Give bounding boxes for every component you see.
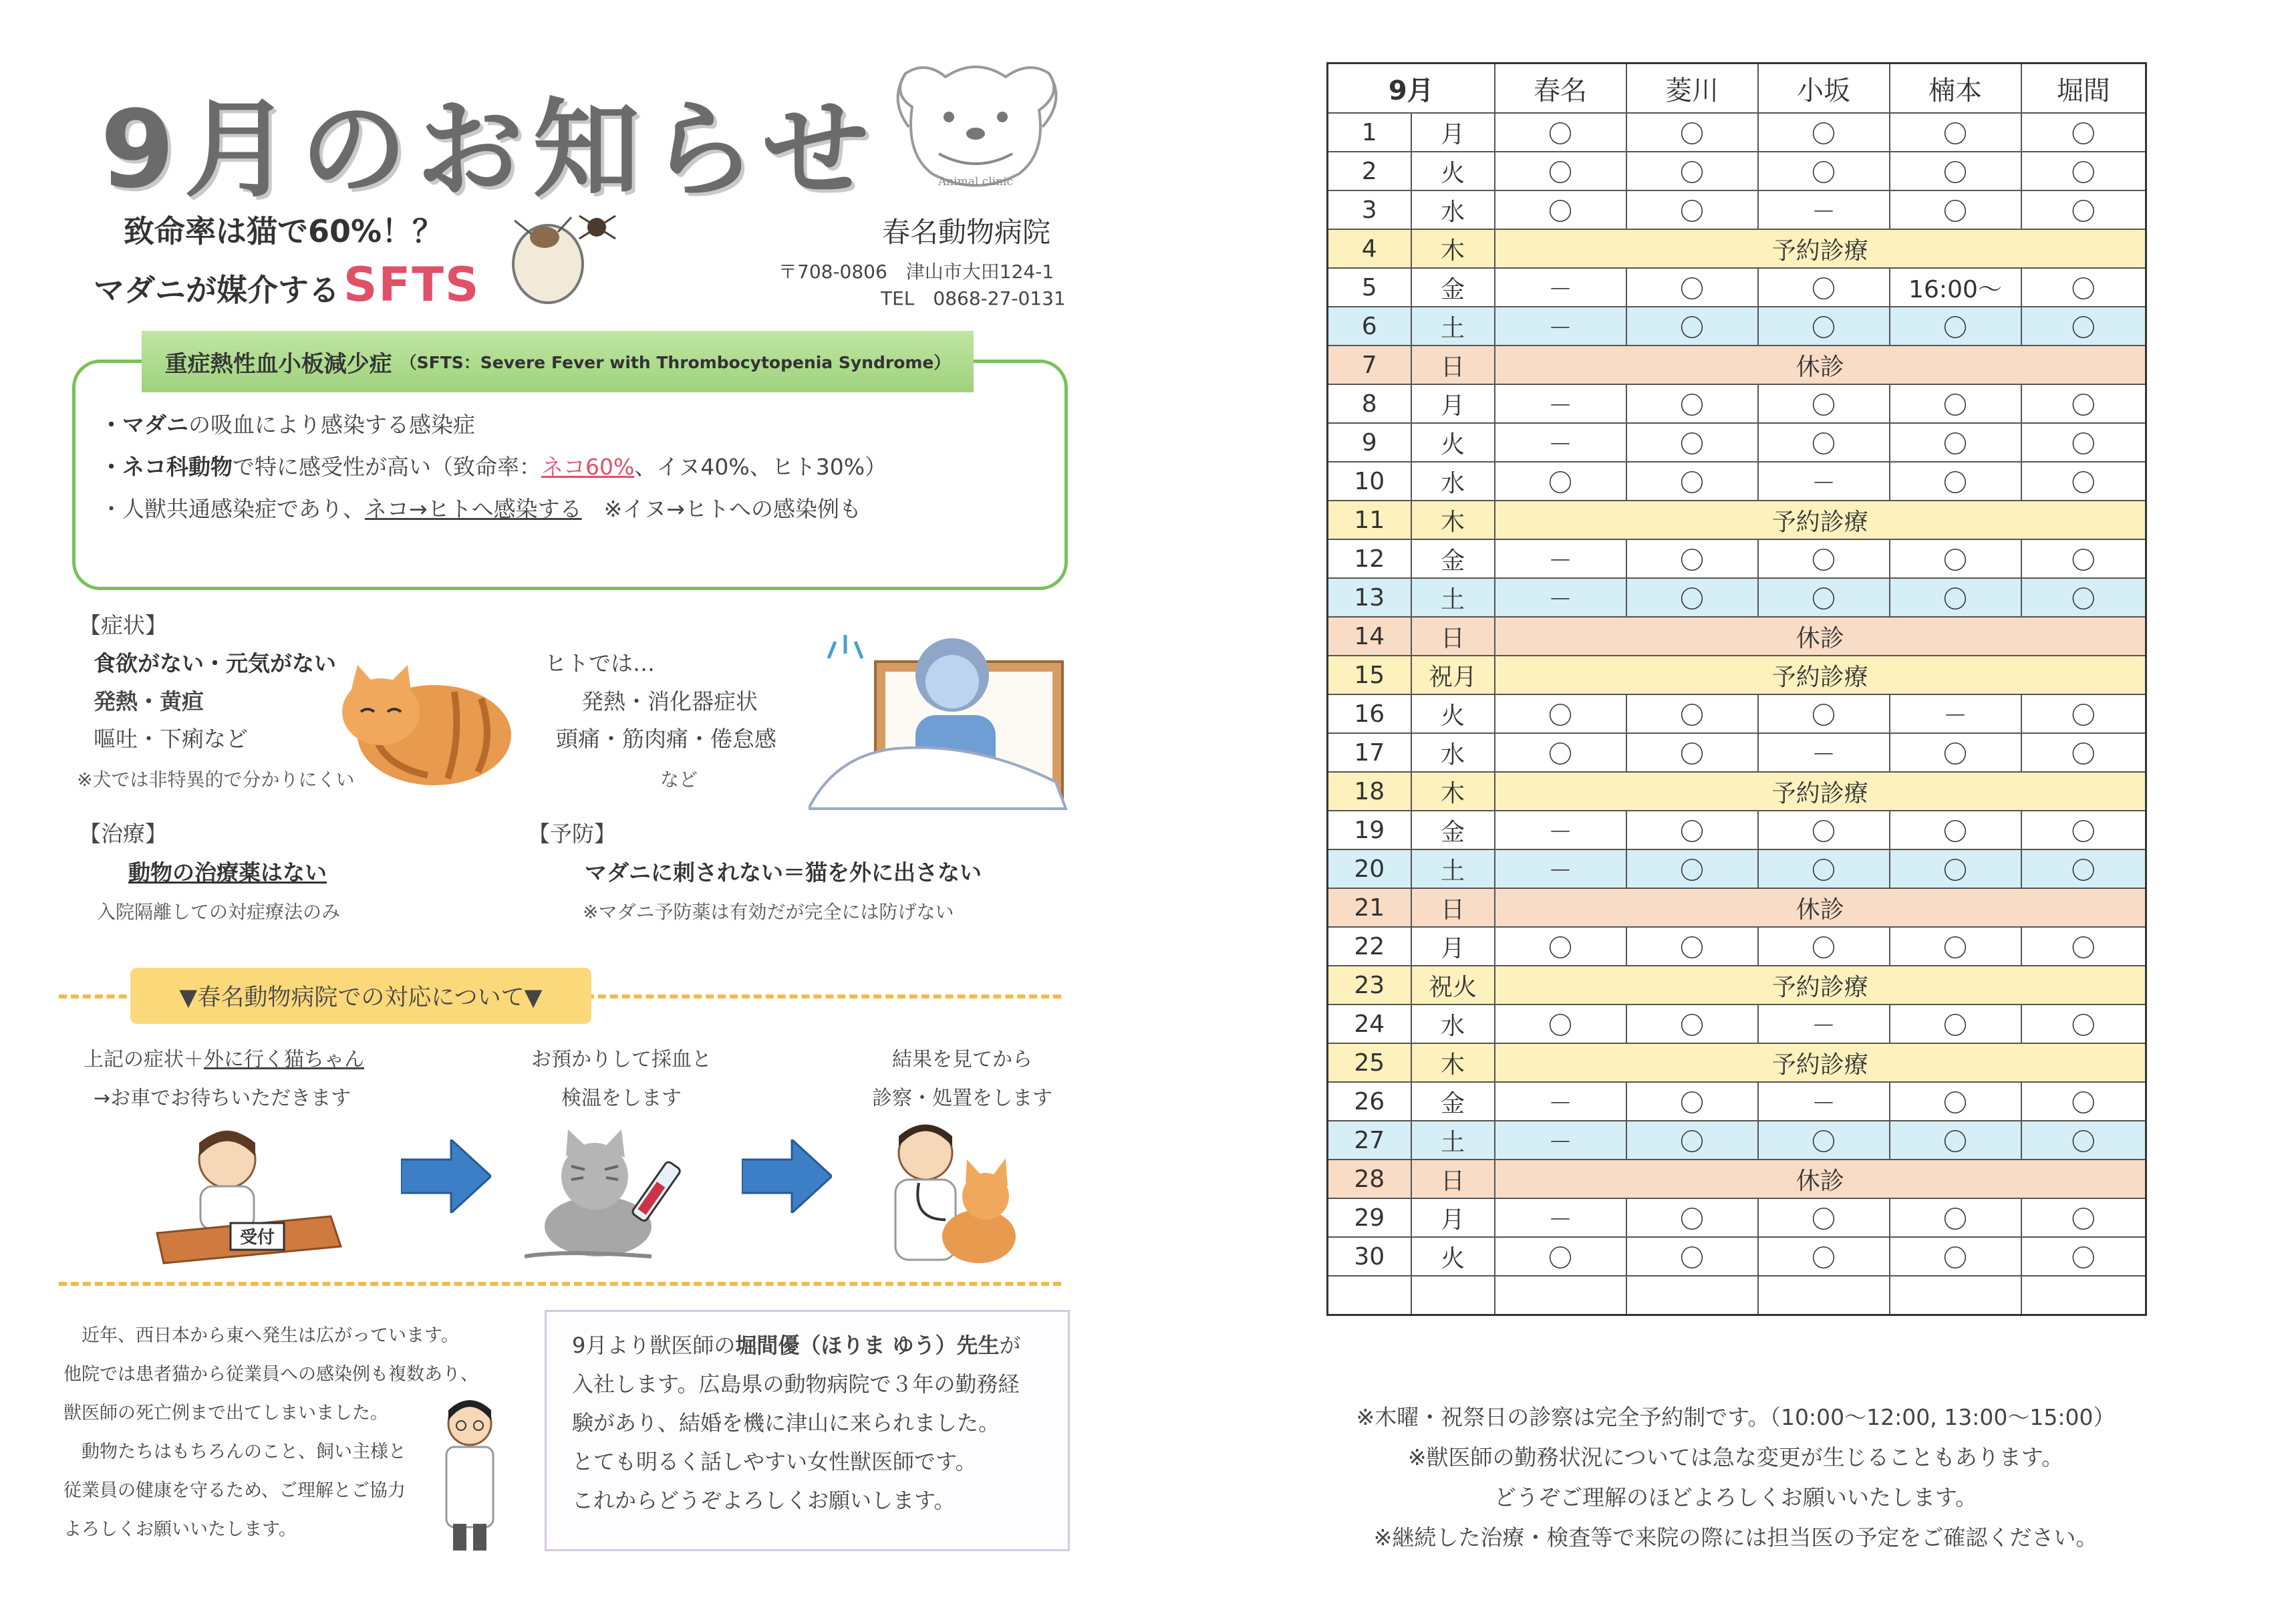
schedule-header-row bbox=[1328, 63, 2146, 114]
day-number: 17 bbox=[1328, 733, 1411, 772]
availability-cell: 〇 bbox=[1758, 811, 1890, 849]
availability-cell: 〇 bbox=[2021, 539, 2146, 578]
availability-cell: 〇 bbox=[1890, 1198, 2021, 1237]
schedule-row bbox=[1328, 656, 2146, 694]
human-line-1: 発熱・消化器症状 bbox=[581, 688, 758, 714]
availability-cell: 〇 bbox=[1890, 1237, 2021, 1276]
availability-cell: 〇 bbox=[1626, 927, 1758, 966]
new-vet-line-4: とても明るく話しやすい女性獣医師です。 bbox=[572, 1449, 977, 1474]
availability-cell: 〇 bbox=[2021, 462, 2146, 501]
closing-paragraph: 近年、西日本から東へ発生は広がっています。 他院では患者猫から従業員への感染例も複数あり、 獣医師の死亡例まで出てしまいました。 動物たちはもちろんのこと、飼い主様と 従業員の健康を守るため、ご理解とご協力 よろしくお願いいたします。 bbox=[63, 1325, 478, 1540]
weekday: 金 bbox=[1411, 268, 1495, 307]
day-number: 11 bbox=[1328, 501, 1411, 539]
closed-cell: 休診 bbox=[1495, 346, 2146, 384]
day-number: 15 bbox=[1328, 656, 1411, 694]
symptoms-label: 【症状】 bbox=[79, 612, 167, 638]
availability-cell: 〇 bbox=[1495, 1237, 1626, 1276]
day-number bbox=[1328, 1276, 1411, 1315]
human-intro: ヒトでは… bbox=[545, 650, 655, 676]
symptom-line-2: 発熱・黄疸 bbox=[94, 688, 204, 714]
availability-cell: 〇 bbox=[1758, 423, 1890, 462]
day-number: 29 bbox=[1328, 1198, 1411, 1237]
availability-cell: 〇 bbox=[1626, 694, 1758, 733]
availability-cell: 〇 bbox=[2021, 384, 2146, 423]
treatment-main: 動物の治療薬はない bbox=[128, 859, 327, 886]
weekday: 金 bbox=[1411, 811, 1495, 849]
schedule-note-2: ※獣医師の勤務状況については急な変更が生じることもあります。 bbox=[1407, 1444, 2064, 1470]
availability-cell: 〇 bbox=[1626, 578, 1758, 617]
new-vet-notice bbox=[545, 1310, 1070, 1551]
schedule-row bbox=[1328, 501, 2146, 539]
new-vet-line-2: 入社します。広島県の動物病院で３年の勤務経 bbox=[572, 1371, 1020, 1397]
availability-cell: － bbox=[1495, 539, 1626, 578]
day-number: 13 bbox=[1328, 578, 1411, 617]
weekday bbox=[1411, 1276, 1495, 1315]
availability-cell: 〇 bbox=[1758, 1237, 1890, 1276]
availability-cell: － bbox=[1495, 1121, 1626, 1160]
day-number: 26 bbox=[1328, 1082, 1411, 1121]
availability-cell: 〇 bbox=[2021, 1237, 2146, 1276]
availability-cell: － bbox=[1495, 307, 1626, 346]
prevention-sub: ※マダニ予防薬は有効だが完全には防げない bbox=[583, 901, 954, 923]
schedule-row bbox=[1328, 617, 2146, 656]
vet-column-kusumoto: 楠本 bbox=[1890, 63, 2021, 114]
weekday: 土 bbox=[1411, 1121, 1495, 1160]
availability-cell: 〇 bbox=[1758, 927, 1890, 966]
tick-icon bbox=[505, 197, 625, 311]
day-number: 6 bbox=[1328, 307, 1411, 346]
day-number: 2 bbox=[1328, 152, 1411, 190]
availability-cell: 〇 bbox=[1758, 694, 1890, 733]
arrow-right-icon bbox=[401, 1139, 491, 1213]
day-number: 7 bbox=[1328, 346, 1411, 384]
closed-cell: 休診 bbox=[1495, 617, 2146, 656]
availability-cell: 〇 bbox=[2021, 152, 2146, 190]
availability-cell bbox=[1890, 1276, 2021, 1315]
availability-cell: 〇 bbox=[2021, 268, 2146, 307]
availability-cell: 〇 bbox=[1626, 307, 1758, 346]
availability-cell: 〇 bbox=[2021, 113, 2146, 152]
disease-heading bbox=[142, 331, 974, 392]
availability-cell: 〇 bbox=[1758, 539, 1890, 578]
availability-cell: － bbox=[1495, 268, 1626, 307]
availability-cell: 〇 bbox=[1495, 190, 1626, 229]
weekday: 日 bbox=[1411, 617, 1495, 656]
schedule-row bbox=[1328, 578, 2146, 617]
availability-cell: 〇 bbox=[1495, 1004, 1626, 1043]
availability-cell: 〇 bbox=[1890, 849, 2021, 888]
availability-cell: － bbox=[1495, 811, 1626, 849]
availability-cell: － bbox=[1758, 190, 1890, 229]
availability-cell: 〇 bbox=[2021, 733, 2146, 772]
availability-cell: 〇 bbox=[2021, 811, 2146, 849]
schedule-row bbox=[1328, 888, 2146, 927]
response-heading: ▼春名動物病院での対応について▼ bbox=[130, 968, 591, 1024]
schedule-row bbox=[1328, 307, 2146, 346]
schedule-row bbox=[1328, 229, 2146, 268]
availability-cell: 〇 bbox=[1890, 578, 2021, 617]
availability-cell: 〇 bbox=[1758, 268, 1890, 307]
schedule-row bbox=[1328, 966, 2146, 1004]
weekday: 水 bbox=[1411, 462, 1495, 501]
schedule-row bbox=[1328, 1043, 2146, 1082]
weekday: 祝月 bbox=[1411, 656, 1495, 694]
vet-column-horima: 堀間 bbox=[2021, 63, 2146, 114]
disease-bullet-3: ・人獣共通感染症であり、ネコ→ヒトへ感染する ※イヌ→ヒトへの感染例も bbox=[100, 496, 861, 522]
divider-bottom bbox=[59, 1282, 1061, 1286]
reservation-only-cell: 予約診療 bbox=[1495, 229, 2146, 268]
weekday: 水 bbox=[1411, 733, 1495, 772]
step2-line2: 検温をします bbox=[561, 1087, 682, 1110]
weekday: 木 bbox=[1411, 772, 1495, 811]
doctor-icon bbox=[433, 1393, 507, 1554]
vet-examining-cat-icon bbox=[885, 1119, 1019, 1270]
weekday: 金 bbox=[1411, 1082, 1495, 1121]
day-number: 4 bbox=[1328, 229, 1411, 268]
availability-cell: 〇 bbox=[1495, 733, 1626, 772]
availability-cell: 〇 bbox=[2021, 1082, 2146, 1121]
day-number: 9 bbox=[1328, 423, 1411, 462]
schedule-row bbox=[1328, 539, 2146, 578]
step1-line1: 上記の症状＋外に行く猫ちゃん bbox=[84, 1048, 364, 1071]
clinic-tel: TEL 0868-27-0131 bbox=[881, 287, 1066, 309]
availability-cell: － bbox=[1758, 1004, 1890, 1043]
prevention-label: 【予防】 bbox=[528, 821, 616, 847]
headline-line2 bbox=[94, 257, 480, 312]
day-number: 14 bbox=[1328, 617, 1411, 656]
availability-cell: 〇 bbox=[1890, 423, 2021, 462]
schedule-row bbox=[1328, 694, 2146, 733]
availability-cell: 〇 bbox=[1626, 423, 1758, 462]
day-number: 20 bbox=[1328, 849, 1411, 888]
schedule-row bbox=[1328, 772, 2146, 811]
availability-cell: － bbox=[1495, 423, 1626, 462]
weekday: 月 bbox=[1411, 1198, 1495, 1237]
availability-cell: － bbox=[1495, 1082, 1626, 1121]
reservation-only-cell: 予約診療 bbox=[1495, 966, 2146, 1004]
availability-cell: － bbox=[1495, 1198, 1626, 1237]
reservation-only-cell: 予約診療 bbox=[1495, 501, 2146, 539]
step3-line2: 診察・処置をします bbox=[872, 1087, 1052, 1110]
reservation-only-cell: 予約診療 bbox=[1495, 772, 2146, 811]
weekday: 祝火 bbox=[1411, 966, 1495, 1004]
day-number: 3 bbox=[1328, 190, 1411, 229]
schedule-row bbox=[1328, 1160, 2146, 1198]
weekday: 土 bbox=[1411, 849, 1495, 888]
headline-prefix: マダニが媒介する bbox=[94, 272, 339, 308]
closed-cell: 休診 bbox=[1495, 1160, 2146, 1198]
availability-cell: － bbox=[1495, 384, 1626, 423]
availability-cell: 〇 bbox=[1890, 462, 2021, 501]
availability-cell: 〇 bbox=[1890, 1121, 2021, 1160]
availability-cell: 〇 bbox=[1758, 307, 1890, 346]
schedule-row bbox=[1328, 152, 2146, 190]
disease-name: 重症熱性血小板減少症 bbox=[164, 350, 392, 378]
availability-cell: 〇 bbox=[1890, 1004, 2021, 1043]
day-number: 8 bbox=[1328, 384, 1411, 423]
availability-cell: 16:00～ bbox=[1890, 268, 2021, 307]
day-number: 16 bbox=[1328, 694, 1411, 733]
human-line-3: など bbox=[660, 769, 698, 791]
weekday: 土 bbox=[1411, 578, 1495, 617]
day-number: 1 bbox=[1328, 113, 1411, 152]
day-number: 10 bbox=[1328, 462, 1411, 501]
availability-cell: 〇 bbox=[1626, 113, 1758, 152]
new-vet-line-5: これからどうぞよろしくお願いします。 bbox=[572, 1488, 956, 1513]
schedule-row bbox=[1328, 1237, 2146, 1276]
schedule-row bbox=[1328, 462, 2146, 501]
vet-schedule-table bbox=[1326, 62, 2147, 1316]
availability-cell: － bbox=[1758, 1082, 1890, 1121]
availability-cell: 〇 bbox=[1890, 152, 2021, 190]
symptom-note: ※犬では非特異的で分かりにくい bbox=[77, 769, 355, 791]
weekday: 日 bbox=[1411, 346, 1495, 384]
availability-cell: 〇 bbox=[1758, 152, 1890, 190]
day-number: 22 bbox=[1328, 927, 1411, 966]
receptionist-icon bbox=[150, 1123, 351, 1266]
weekday: 日 bbox=[1411, 888, 1495, 927]
day-number: 25 bbox=[1328, 1043, 1411, 1082]
weekday: 水 bbox=[1411, 190, 1495, 229]
availability-cell: 〇 bbox=[2021, 307, 2146, 346]
availability-cell bbox=[1758, 1276, 1890, 1315]
availability-cell: 〇 bbox=[1626, 1082, 1758, 1121]
day-number: 12 bbox=[1328, 539, 1411, 578]
weekday: 水 bbox=[1411, 1004, 1495, 1043]
vet-column-kosaka: 小坂 bbox=[1758, 63, 1890, 114]
weekday: 火 bbox=[1411, 152, 1495, 190]
availability-cell: 〇 bbox=[1890, 384, 2021, 423]
schedule-row bbox=[1328, 1004, 2146, 1043]
reservation-only-cell: 予約診療 bbox=[1495, 1043, 2146, 1082]
day-number: 21 bbox=[1328, 888, 1411, 927]
availability-cell: 〇 bbox=[1626, 462, 1758, 501]
symptom-line-1: 食欲がない・元気がない bbox=[94, 650, 336, 676]
availability-cell: 〇 bbox=[1626, 811, 1758, 849]
availability-cell: 〇 bbox=[1890, 113, 2021, 152]
availability-cell: 〇 bbox=[1758, 1121, 1890, 1160]
availability-cell: 〇 bbox=[1495, 462, 1626, 501]
availability-cell: － bbox=[1495, 578, 1626, 617]
availability-cell: 〇 bbox=[1495, 152, 1626, 190]
availability-cell: 〇 bbox=[1626, 1237, 1758, 1276]
month-header: 9月 bbox=[1328, 63, 1495, 114]
logo-caption: Animal clinic bbox=[938, 175, 1014, 188]
availability-cell: 〇 bbox=[1758, 113, 1890, 152]
day-number: 24 bbox=[1328, 1004, 1411, 1043]
schedule-row bbox=[1328, 1082, 2146, 1121]
weekday: 日 bbox=[1411, 1160, 1495, 1198]
availability-cell: － bbox=[1495, 849, 1626, 888]
availability-cell: － bbox=[1758, 733, 1890, 772]
day-number: 30 bbox=[1328, 1237, 1411, 1276]
prevention-main: マダニに刺されない＝猫を外に出さない bbox=[585, 859, 982, 886]
schedule-row bbox=[1328, 849, 2146, 888]
availability-cell bbox=[1626, 1276, 1758, 1315]
schedule-row bbox=[1328, 423, 2146, 462]
vet-column-hishikawa: 菱川 bbox=[1626, 63, 1758, 114]
availability-cell: 〇 bbox=[2021, 1121, 2146, 1160]
availability-cell: 〇 bbox=[1626, 1121, 1758, 1160]
weekday: 木 bbox=[1411, 229, 1495, 268]
weekday: 土 bbox=[1411, 307, 1495, 346]
availability-cell: 〇 bbox=[1626, 152, 1758, 190]
availability-cell: 〇 bbox=[1626, 384, 1758, 423]
schedule-note-4: ※継続した治療・検査等で来院の際には担当医の予定をご確認ください。 bbox=[1373, 1524, 2098, 1551]
schedule-row bbox=[1328, 1198, 2146, 1237]
schedule-row bbox=[1328, 1121, 2146, 1160]
availability-cell: 〇 bbox=[2021, 694, 2146, 733]
treatment-sub: 入院隔離しての対症療法のみ bbox=[97, 901, 341, 923]
availability-cell: 〇 bbox=[2021, 578, 2146, 617]
weekday: 木 bbox=[1411, 1043, 1495, 1082]
day-number: 27 bbox=[1328, 1121, 1411, 1160]
availability-cell: 〇 bbox=[1758, 849, 1890, 888]
availability-cell: 〇 bbox=[1626, 268, 1758, 307]
day-number: 5 bbox=[1328, 268, 1411, 307]
availability-cell: 〇 bbox=[2021, 1198, 2146, 1237]
weekday: 金 bbox=[1411, 539, 1495, 578]
reception-sign: 受付 bbox=[239, 1228, 275, 1248]
page-title: 9月のお知らせ bbox=[100, 87, 879, 212]
schedule-note-1: ※木曜・祝祭日の診察は完全予約制です。（10:00～12:00, 13:00～15:00） bbox=[1356, 1404, 2116, 1430]
day-number: 23 bbox=[1328, 966, 1411, 1004]
disease-english: （SFTS：Severe Fever with Thrombocytopenia Syndrome） bbox=[400, 353, 951, 372]
schedule-row bbox=[1328, 384, 2146, 423]
weekday: 火 bbox=[1411, 423, 1495, 462]
schedule-row bbox=[1328, 346, 2146, 384]
new-vet-line-3: 験があり、結婚を機に津山に来られました。 bbox=[572, 1410, 1000, 1436]
schedule-row bbox=[1328, 1276, 2146, 1315]
availability-cell: 〇 bbox=[1495, 694, 1626, 733]
availability-cell: 〇 bbox=[1890, 927, 2021, 966]
availability-cell: 〇 bbox=[1758, 384, 1890, 423]
reservation-only-cell: 予約診療 bbox=[1495, 656, 2146, 694]
availability-cell: 〇 bbox=[1626, 849, 1758, 888]
schedule-row bbox=[1328, 811, 2146, 849]
availability-cell: 〇 bbox=[1890, 190, 2021, 229]
schedule-row bbox=[1328, 733, 2146, 772]
new-vet-line-1: 9月より獣医師の堀間優（ほりま ゆう）先生が bbox=[572, 1333, 1021, 1358]
clinic-address: 〒708-0806 津山市大田124-1 bbox=[778, 261, 1054, 283]
weekday: 火 bbox=[1411, 694, 1495, 733]
availability-cell: － bbox=[1758, 462, 1890, 501]
availability-cell: 〇 bbox=[1495, 927, 1626, 966]
arrow-right-icon bbox=[742, 1139, 832, 1213]
closed-cell: 休診 bbox=[1495, 888, 2146, 927]
step2-line1: お預かりして採血と bbox=[531, 1048, 712, 1071]
availability-cell: 〇 bbox=[2021, 1004, 2146, 1043]
availability-cell: 〇 bbox=[1626, 1004, 1758, 1043]
day-number: 19 bbox=[1328, 811, 1411, 849]
availability-cell bbox=[1495, 1276, 1626, 1315]
headline-line1: 致命率は猫で60%！？ bbox=[124, 213, 444, 249]
availability-cell: 〇 bbox=[1626, 190, 1758, 229]
disease-bullet-1: ・マダニの吸血により感染する感染症 bbox=[100, 412, 475, 438]
weekday: 月 bbox=[1411, 927, 1495, 966]
vet-column-haruna: 春名 bbox=[1495, 63, 1626, 114]
schedule-row bbox=[1328, 927, 2146, 966]
availability-cell: 〇 bbox=[1758, 578, 1890, 617]
availability-cell: 〇 bbox=[1626, 1198, 1758, 1237]
treatment-label: 【治療】 bbox=[79, 821, 167, 847]
availability-cell bbox=[2021, 1276, 2146, 1315]
clinic-name: 春名動物病院 bbox=[882, 216, 1051, 249]
schedule-row bbox=[1328, 113, 2146, 152]
sick-person-icon bbox=[809, 615, 1069, 812]
schedule-row bbox=[1328, 190, 2146, 229]
availability-cell: 〇 bbox=[1890, 733, 2021, 772]
headline-sfts: SFTS bbox=[343, 257, 480, 312]
weekday: 月 bbox=[1411, 113, 1495, 152]
availability-cell: 〇 bbox=[1495, 113, 1626, 152]
schedule-note-3: どうぞご理解のほどよろしくお願いいたします。 bbox=[1493, 1484, 1978, 1510]
sleeping-cat-icon bbox=[334, 658, 515, 789]
symptom-line-3: 嘔吐・下痢など bbox=[94, 726, 248, 752]
disease-bullet-2: ・ネコ科動物で特に感受性が高い（致命率：ネコ60%、イヌ40%、ヒト30%） bbox=[100, 454, 887, 480]
step1-line2: →お車でお待ちいただきます bbox=[94, 1087, 351, 1110]
weekday: 火 bbox=[1411, 1237, 1495, 1276]
availability-cell: 〇 bbox=[1890, 539, 2021, 578]
day-number: 18 bbox=[1328, 772, 1411, 811]
availability-cell: 〇 bbox=[2021, 190, 2146, 229]
human-line-2: 頭痛・筋肉痛・倦怠感 bbox=[556, 726, 776, 752]
availability-cell: 〇 bbox=[1890, 811, 2021, 849]
schedule-row bbox=[1328, 268, 2146, 307]
availability-cell: 〇 bbox=[1890, 307, 2021, 346]
day-number: 28 bbox=[1328, 1160, 1411, 1198]
weekday: 月 bbox=[1411, 384, 1495, 423]
availability-cell: 〇 bbox=[1626, 539, 1758, 578]
availability-cell: 〇 bbox=[2021, 927, 2146, 966]
availability-cell: 〇 bbox=[2021, 849, 2146, 888]
step3-line1: 結果を見てから bbox=[892, 1048, 1032, 1071]
availability-cell: 〇 bbox=[1890, 1082, 2021, 1121]
availability-cell: 〇 bbox=[1758, 1198, 1890, 1237]
availability-cell: 〇 bbox=[1626, 733, 1758, 772]
availability-cell: 〇 bbox=[2021, 423, 2146, 462]
cat-blood-test-icon bbox=[525, 1129, 705, 1263]
availability-cell: － bbox=[1890, 694, 2021, 733]
weekday: 木 bbox=[1411, 501, 1495, 539]
